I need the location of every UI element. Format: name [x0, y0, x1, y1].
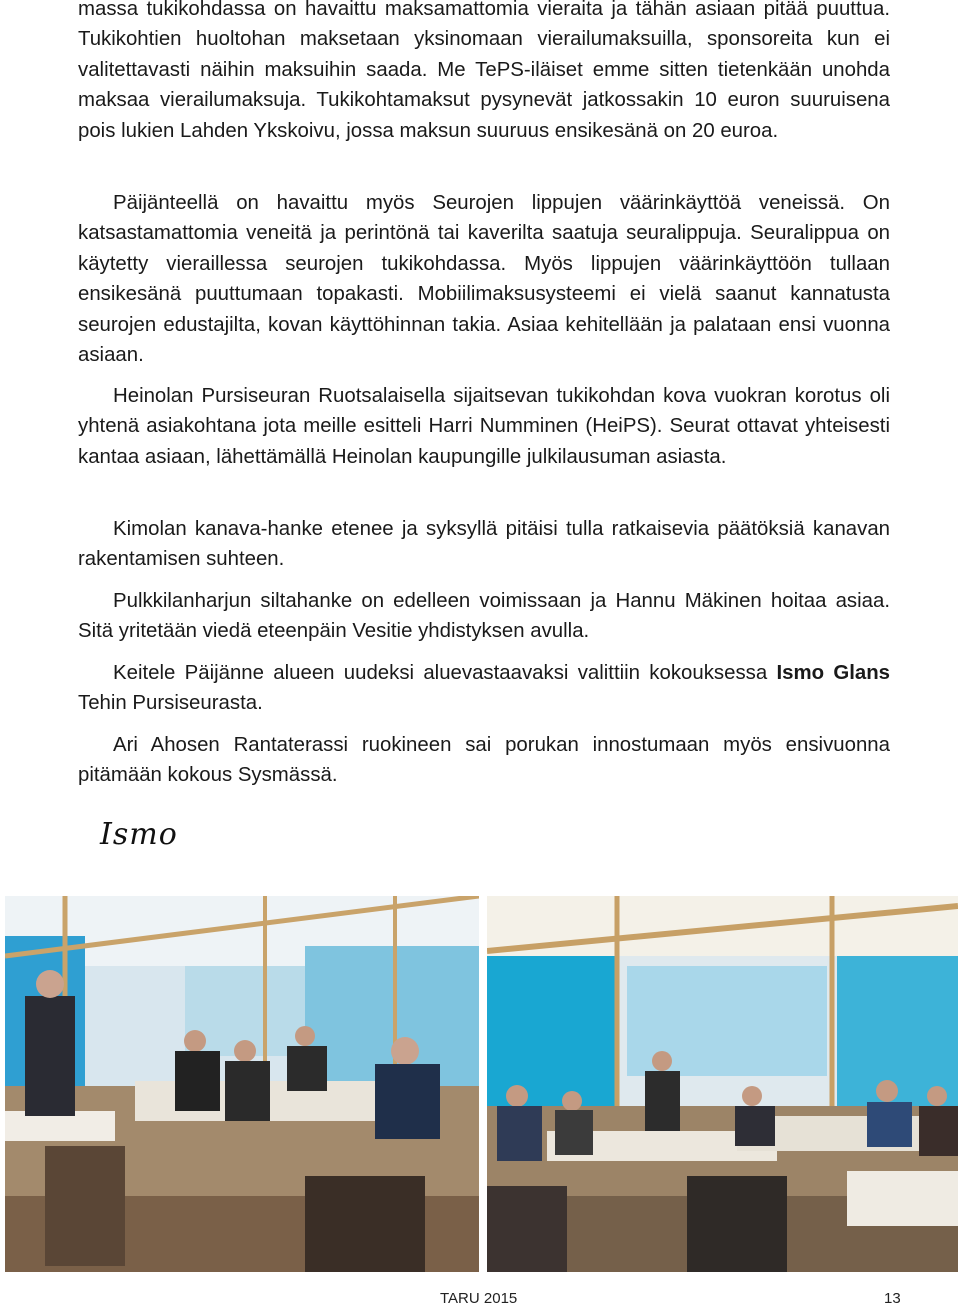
paragraph-text: Päijänteellä on havaittu myös Seurojen lippujen väärinkäyttöä veneissä. On katsastamattomia veneitä ja perintönä tai kaverilta saatuja seuralippuja. Seuralippua on käytetty vieraillessa seurojen tukikohdassa. Myös lippujen väärinkäyttöön tullaan ensikesänä puuttumaan topakasti. Mobiilimaksusysteemi ei vielä saanut kannatusta seurojen edustajilta, kovan käyttöhinnan takia. Asiaa kehitellään ja palataan ensi vuonna asiaan. [78, 192, 890, 367]
meeting-photo-left-image [5, 896, 479, 1272]
meeting-photo-left [5, 896, 479, 1272]
paragraph-text: Heinolan Pursiseuran Ruotsalaisella sijaitsevan tukikohdan kova vuokran korotus oli yhtenä asiakohtana jota meille esitteli Harri Numminen (HeiPS). Seurat ottavat yhteisesti kantaa asiaan, lähettämällä Heinolan kaupungille julkilausuman asiasta. [78, 385, 890, 468]
paragraph-heinola [78, 381, 890, 472]
footer-page-number: 13 [884, 1290, 901, 1307]
paragraph-kimola [78, 514, 890, 575]
paragraph-text: massa tukikohdassa on havaittu maksamattomia vieraita ja tähän asiaan pitää puuttua. Tukikohtien huoltohan maksetaan yksinomaan vierailumaksuilla, sponsoreita kun ei valitettavasti näihin maksuihin saada. Me TePS-iläiset emme sitten tietenkään unohda maksaa vierailumaksuja. Tukikohtamaksut pysynevät jatkossakin 10 euron suuruisena pois lukien Lahden Ykskoivu, jossa maksun suuruus ensikesänä on 20 euroa. [78, 0, 890, 142]
paragraph-payments [78, 0, 890, 146]
paragraph-pulkkila [78, 586, 890, 647]
paragraph-text-start: Keitele Päijänne alueen uudeksi aluevastaavaksi valittiin kokouksessa [113, 662, 777, 684]
meeting-photo-right [487, 896, 958, 1272]
footer-magazine-name: TARU 2015 [440, 1290, 518, 1307]
paragraph-text: Ari Ahosen Rantaterassi ruokineen sai porukan innostumaan myös ensivuonna pitämään kokous Sysmässä. [78, 734, 890, 787]
paragraph-text: Kimolan kanava-hanke etenee ja syksyllä pitäisi tulla ratkaisevia päätöksiä kanavan rakentamisen suhteen. [78, 518, 890, 571]
paragraph-ari [78, 730, 890, 791]
person-name: Ismo Glans [776, 662, 891, 684]
paragraph-keitele [78, 658, 890, 719]
paragraph-flags [78, 188, 890, 370]
signature: Ismo [100, 817, 178, 852]
paragraph-text-end: Tehin Pursiseurasta. [78, 692, 263, 715]
paragraph-text: Pulkkilanharjun siltahanke on edelleen voimissaan ja Hannu Mäkinen hoitaa asiaa. Sitä yritetään viedä eteenpäin Vesitie yhdistyksen avulla. [78, 590, 890, 643]
paragraph-text [78, 658, 890, 719]
meeting-photo-right-image [487, 896, 958, 1272]
